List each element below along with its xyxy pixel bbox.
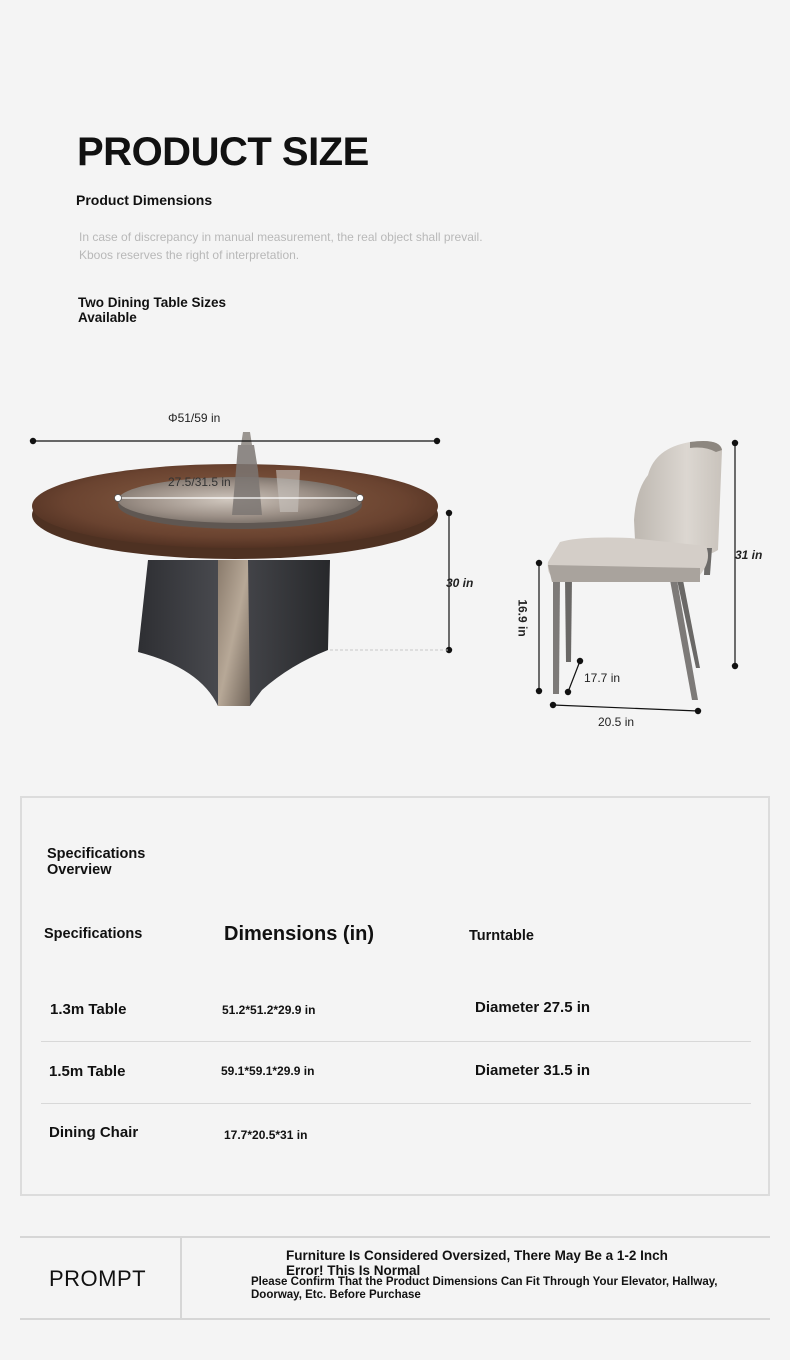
table-diameter-label: Φ51/59 in (168, 411, 221, 425)
row-dimensions: 51.2*51.2*29.9 in (222, 1003, 316, 1017)
header-dimensions: Dimensions (in) (224, 923, 375, 945)
chair-height-label: 31 in (735, 548, 763, 562)
disclaimer-line-1: In case of discrepancy in manual measurement, the real object shall prevail. (79, 230, 483, 244)
row-name: 1.3m Table (50, 1001, 127, 1018)
specifications-panel (20, 796, 770, 1196)
header-specifications: Specifications (44, 926, 143, 942)
row-name: Dining Chair (49, 1124, 139, 1141)
chair-width-label: 20.5 in (598, 715, 635, 729)
section-subtitle: Product Dimensions (76, 192, 213, 208)
row-dimensions: 17.7*20.5*31 in (224, 1128, 308, 1142)
prompt-oversize-note: Furniture Is Considered Oversized, There May Be a 1-2 Inch Error! This Is Normal (286, 1248, 668, 1278)
row-name: 1.5m Table (49, 1063, 126, 1080)
chair-depth-label: 17.7 in (584, 671, 621, 685)
turntable-diameter-label: 27.5/31.5 in (168, 475, 231, 489)
chair-width-line (550, 702, 701, 714)
seat-height-label: 16.9 in (515, 599, 530, 637)
specifications-overview-title: Specifications Overview (47, 846, 146, 878)
table-diameter-line (30, 438, 440, 444)
row-turntable: Diameter 27.5 in (475, 999, 591, 1016)
page-title: PRODUCT SIZE (77, 130, 369, 174)
dining-table-image (32, 432, 438, 706)
prompt-label: PROMPT (49, 1266, 147, 1291)
table-height-label: 30 in (446, 576, 474, 590)
header-turntable: Turntable (469, 928, 534, 944)
dining-chair-image (548, 441, 722, 700)
sizes-available-text: Two Dining Table Sizes Available (78, 295, 227, 325)
disclaimer-line-2: Kboos reserves the right of interpretation. (79, 248, 300, 262)
row-divider (41, 1041, 751, 1042)
chair-depth-line (565, 658, 583, 695)
prompt-top-border (20, 1236, 770, 1238)
row-divider (41, 1103, 751, 1104)
prompt-bottom-border (20, 1318, 770, 1320)
disclaimer-note (79, 228, 483, 264)
row-turntable: Diameter 31.5 in (475, 1062, 591, 1079)
prompt-confirm-note: Please Confirm That the Product Dimensions Can Fit Through Your Elevator, Hallway, Doorway, Etc. Before Purchase (251, 1276, 718, 1301)
row-dimensions: 59.1*59.1*29.9 in (221, 1064, 315, 1078)
dimension-diagram (0, 380, 790, 740)
seat-height-line (536, 560, 542, 694)
prompt-divider (180, 1238, 182, 1318)
